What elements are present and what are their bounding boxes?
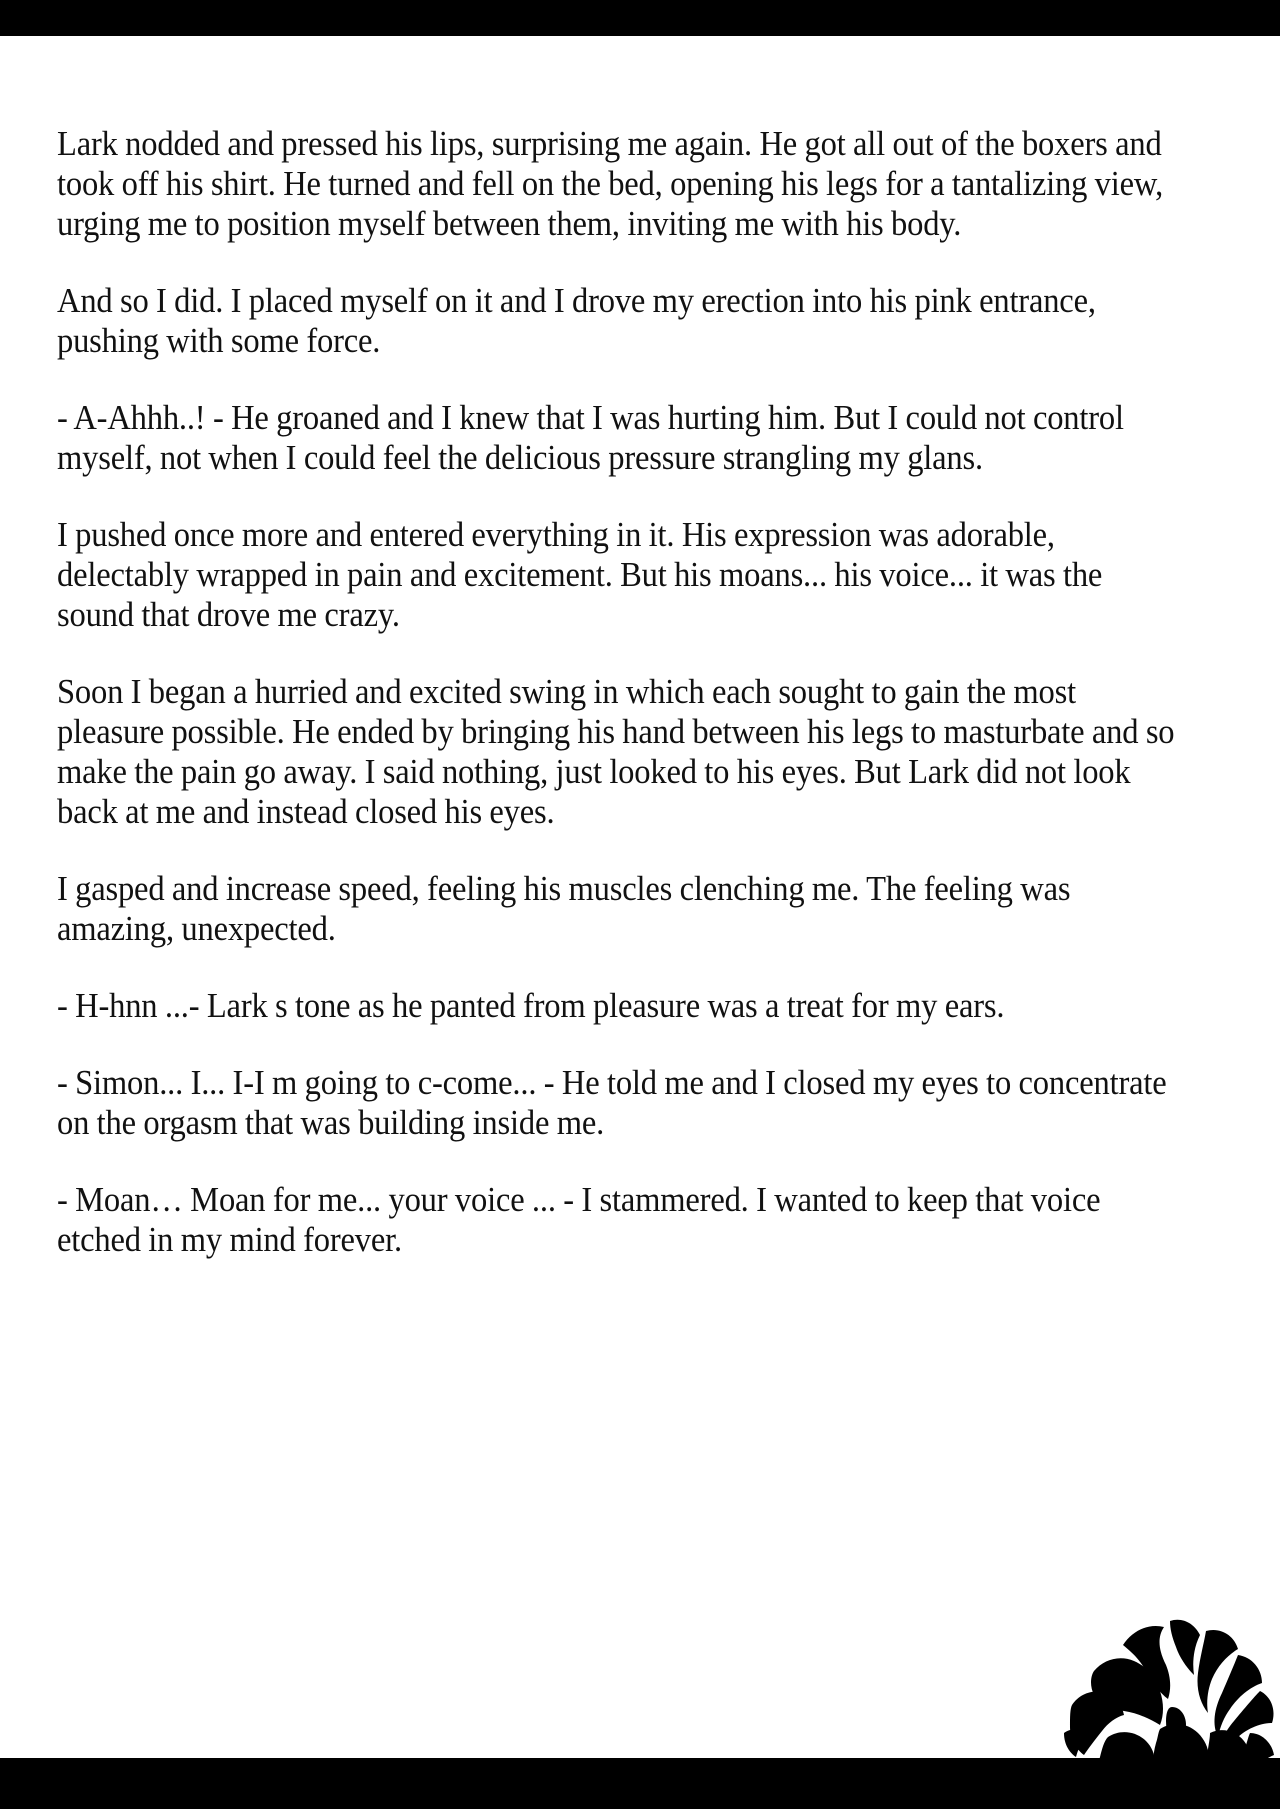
paragraph: - Moan… Moan for me... your voice ... - I stammered. I wanted to keep that voice etched in my mind forever. xyxy=(57,1180,1101,1259)
paragraph: - A-Ahhh..! - He groaned and I knew that I was hurting him. But I could not control myself, not when I could feel the delicious pressure strangling my glans. xyxy=(57,398,1124,477)
paragraph: I pushed once more and entered everything in it. His expression was adorable, delectably wrapped in pain and excitement. But his moans... his voice... it was the sound that drove me crazy. xyxy=(57,515,1103,634)
paragraph: Lark nodded and pressed his lips, surprising me again. He got all out of the boxers and took off his shirt. He turned and fell on the bed, opening his legs for a tantalizing view, urging me to position myself between them, inviting me with his body. xyxy=(57,124,1164,243)
paragraph: I gasped and increase speed, feeling his muscles clenching me. The feeling was amazing, unexpected. xyxy=(57,869,1071,948)
paragraph: - Simon... I... I-I m going to c-come... - He told me and I closed my eyes to concentrate on the orgasm that was building inside me. xyxy=(57,1063,1167,1142)
paragraph: And so I did. I placed myself on it and I drove my erection into his pink entrance, pushing with some force. xyxy=(57,281,1096,360)
paragraph: - H-hnn ...- Lark s tone as he panted from pleasure was a treat for my ears. xyxy=(57,986,1005,1025)
paragraph: Soon I began a hurried and excited swing in which each sought to gain the most pleasure possible. He ended by bringing his hand between his legs to masturbate and so make the pain go away. I said nothing, just looked to his eyes. But Lark did not look back at me and instead closed his eyes. xyxy=(57,672,1175,831)
top-decorative-bar xyxy=(0,0,1280,36)
bottom-decorative-bar xyxy=(0,1758,1280,1809)
body-text-column xyxy=(57,124,1181,1260)
